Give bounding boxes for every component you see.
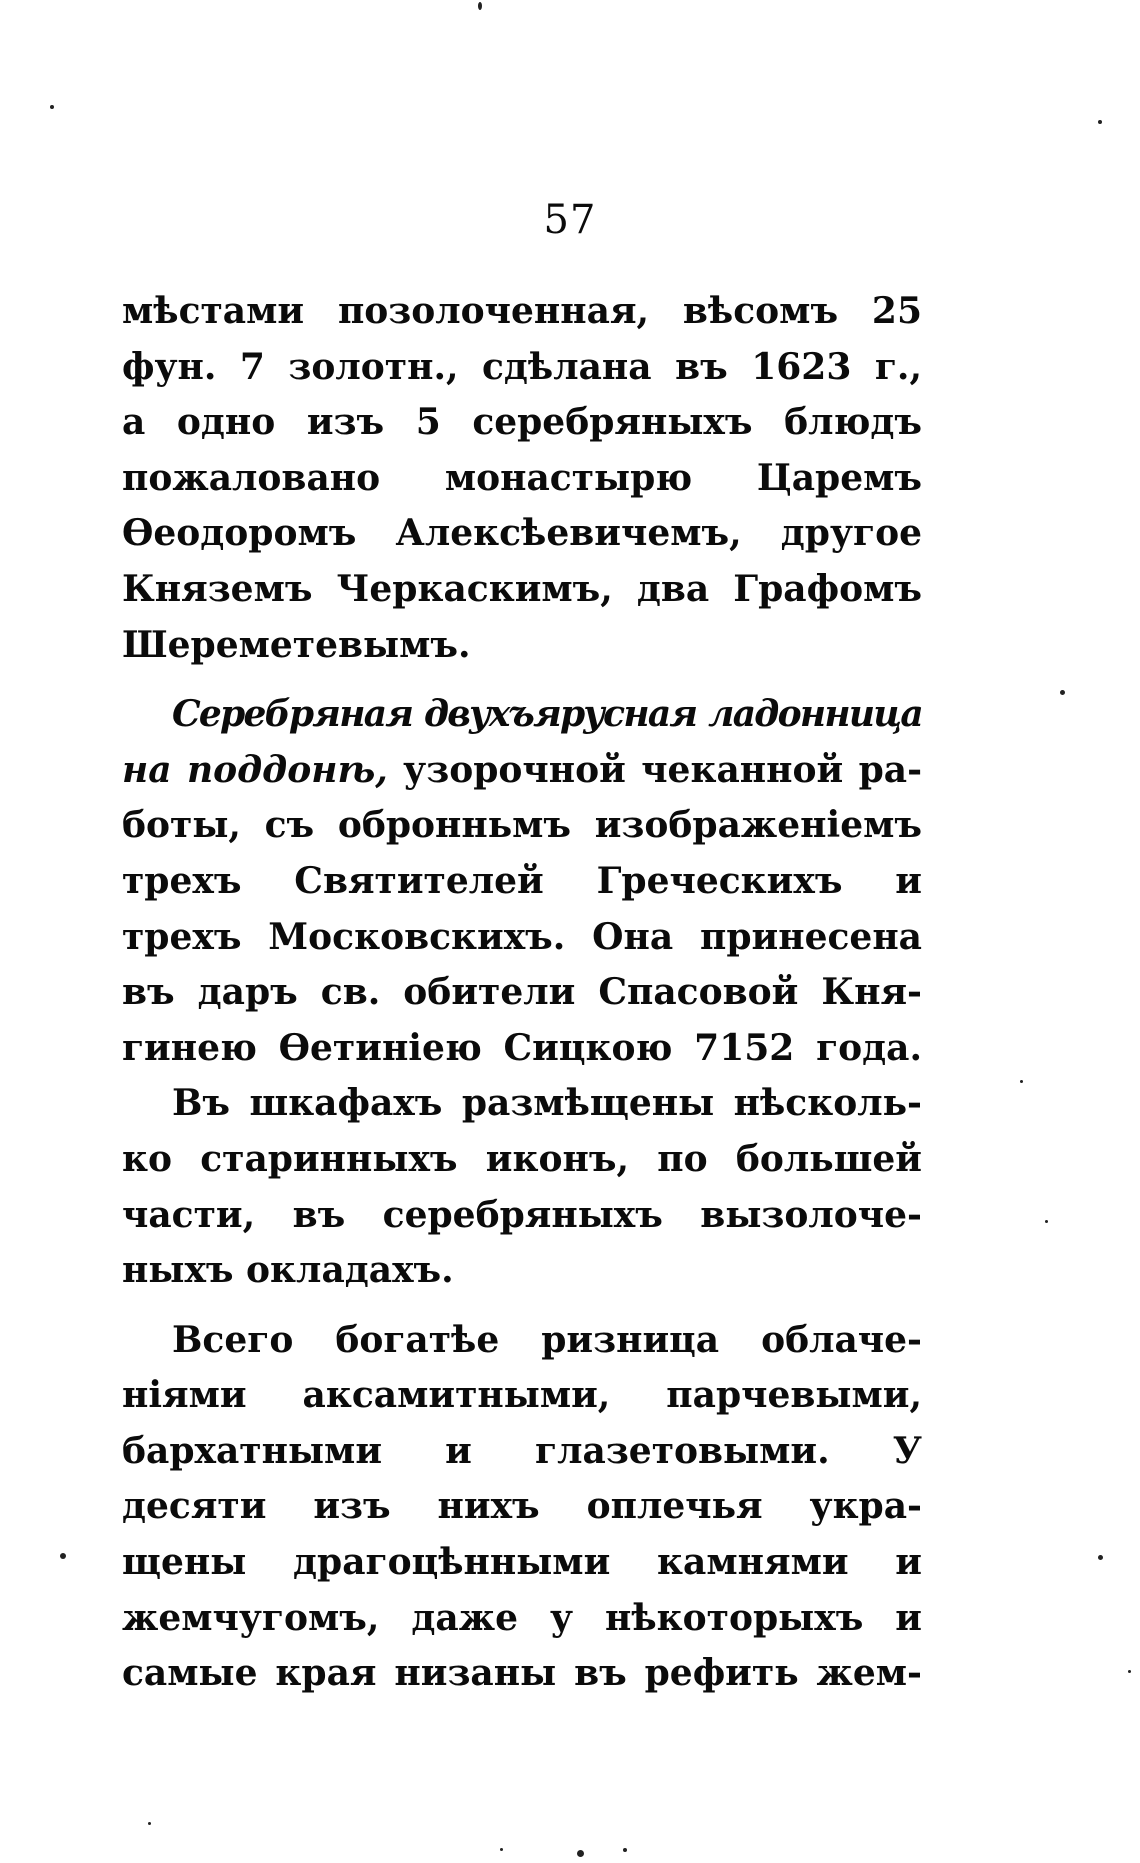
text-line (122, 1188, 922, 1244)
text-line (122, 910, 922, 966)
text-line (122, 1132, 922, 1188)
line-text: фун. 7 золотн., сдѣлана въ 1623 г., (122, 345, 922, 388)
line-text: въ даръ св. обители Спасовой Кня- (122, 971, 922, 1014)
text-line (122, 284, 922, 340)
line-text: части, въ серебряныхъ вызолоче- (122, 1193, 922, 1236)
line-text: гинею Ѳетиніею Сицкою 7152 года. (122, 1026, 922, 1069)
line-text: Княземъ Черкаскимъ, два Графомъ (122, 567, 922, 610)
line-text: жемчугомъ, даже у нѣкоторыхъ и (122, 1596, 922, 1639)
text-line (122, 687, 922, 743)
text-line (122, 965, 922, 1021)
text-line (122, 1479, 922, 1535)
text-line (122, 1424, 922, 1480)
line-text: Въ шкафахъ размѣщены нѣсколь- (172, 1082, 922, 1125)
line-text: а одно изъ 5 серебряныхъ блюдъ (122, 401, 922, 444)
text-line (122, 1243, 922, 1299)
line-text: пожаловано монастырю Царемъ (122, 456, 922, 499)
text-line (122, 1368, 922, 1424)
text-line (122, 1591, 922, 1647)
scan-speck (1045, 1220, 1048, 1223)
text-line (122, 506, 922, 562)
text-line (122, 1076, 922, 1132)
line-text: Всего богатѣе ризница облаче- (172, 1318, 922, 1361)
line-text: узорочной чеканной ра- (387, 748, 922, 791)
line-text: ко старинныхъ иконъ, по большей (122, 1137, 922, 1180)
page-number: 57 (543, 197, 597, 243)
scan-speck (623, 1848, 627, 1852)
scan-speck (478, 2, 482, 10)
scan-speck (60, 1553, 66, 1559)
scan-speck (500, 1848, 503, 1851)
line-text: бархатными и глазетовыми. У (122, 1429, 922, 1472)
text-line (122, 743, 922, 799)
line-text: ніями аксамитными, парчевыми, (122, 1374, 922, 1417)
scan-speck (1060, 690, 1065, 695)
line-text: десяти изъ нихъ оплечья укра- (122, 1485, 922, 1528)
line-text: Шереметевымъ. (122, 623, 471, 666)
scan-speck (577, 1850, 584, 1857)
text-line (122, 451, 922, 507)
line-text: самые края низаны въ рефить жем- (122, 1652, 922, 1695)
scan-speck (50, 105, 54, 109)
text-line (122, 1646, 922, 1702)
scan-speck (148, 1822, 151, 1825)
body-text (122, 284, 922, 1702)
line-text: щены драгоцѣнными камнями и (122, 1541, 922, 1584)
scan-speck (1098, 120, 1102, 124)
line-text: мѣстами позолоченная, вѣсомъ 25 (122, 290, 922, 332)
text-line (122, 1313, 922, 1369)
line-text: трехъ Московскихъ. Она принесена (122, 915, 922, 958)
text-line (122, 1535, 922, 1591)
scan-speck (1020, 1080, 1023, 1083)
text-line (122, 395, 922, 451)
text-line (122, 798, 922, 854)
text-line (122, 1021, 922, 1077)
line-text: боты, съ обронньмъ изображенiемъ (122, 804, 922, 847)
line-text: трехъ Святителей Греческихъ и (122, 859, 922, 902)
line-text: Ѳеодоромъ Алексѣевичемъ, другое (122, 512, 922, 555)
italic-lead-text: на поддонѣ, (122, 748, 388, 791)
scan-speck (1098, 1555, 1103, 1560)
scan-speck (1128, 1670, 1131, 1673)
italic-lead-text: Серебряная двухъярусная ладонница (172, 693, 922, 736)
text-line (122, 340, 922, 396)
line-text: ныхъ окладахъ. (122, 1249, 454, 1292)
text-line (122, 562, 922, 618)
text-line (122, 854, 922, 910)
text-line (122, 618, 922, 674)
